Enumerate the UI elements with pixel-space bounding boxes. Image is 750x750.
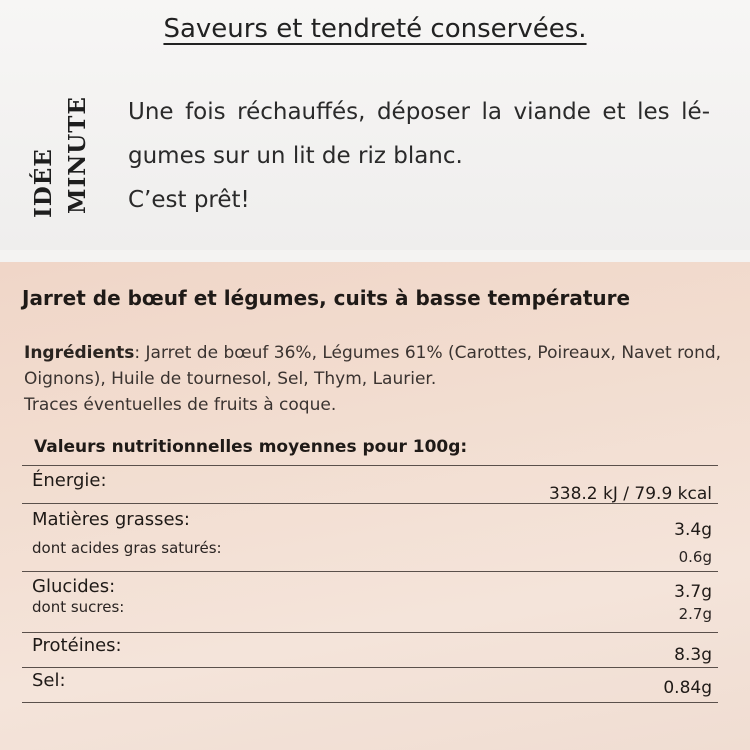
- nutrient-label: Sel:: [32, 670, 66, 691]
- nutrient-sub-value: 0.6g: [678, 548, 712, 566]
- idea-line: gumes sur un lit de riz blanc.: [128, 143, 463, 169]
- ingredients-list: : Jarret de bœuf 36%, Légumes 61% (Carottes, Poireaux, Navet rond, Oignons), Huile de tournesol, Sel, Thym, Laurier.: [24, 343, 722, 389]
- slogan: Saveurs et tendreté conservées.: [163, 14, 587, 44]
- ingredients-block: [24, 340, 732, 418]
- nutrient-sub-label: dont acides gras saturés:: [32, 539, 222, 557]
- nutrient-label: Protéines:: [32, 635, 122, 656]
- idea-line: Une fois réchauffés, déposer la viande et les lé-: [128, 99, 710, 125]
- nutrient-sub-label: dont sucres:: [32, 598, 125, 616]
- nutrition-title: Valeurs nutritionnelles moyennes pour 100g:: [34, 437, 468, 457]
- minute-label: MINUTE: [64, 96, 91, 214]
- table-bottom-border: [22, 702, 718, 703]
- nutrition-row-carbs: [22, 571, 718, 632]
- nutrient-sub-value: 2.7g: [678, 605, 712, 623]
- nutrient-label: Matières grasses:: [32, 509, 191, 530]
- nutrition-row-fats: [22, 503, 718, 570]
- allergen-traces: Traces éventuelles de fruits à coque.: [24, 395, 337, 415]
- ingredients-heading: Ingrédients: [24, 343, 135, 363]
- nutrient-value: 8.3g: [674, 645, 712, 665]
- nutrient-label: Glucides:: [32, 576, 116, 597]
- nutrition-row-protein: [22, 632, 718, 667]
- nutrient-label: Énergie:: [32, 470, 107, 491]
- idea-line: C’est prêt!: [128, 187, 250, 213]
- nutrition-row-salt: [22, 667, 718, 702]
- nutrition-row-energy: [22, 465, 718, 502]
- recipe-idea-text: [128, 90, 710, 222]
- nutrient-value: 3.4g: [674, 520, 712, 540]
- idee-label: IDÉE: [30, 148, 57, 218]
- nutrient-value: 0.84g: [663, 678, 712, 698]
- nutrient-value: 338.2 kJ / 79.9 kcal: [548, 484, 712, 504]
- product-title: Jarret de bœuf et légumes, cuits à basse température: [22, 286, 631, 310]
- nutrient-value: 3.7g: [674, 582, 712, 602]
